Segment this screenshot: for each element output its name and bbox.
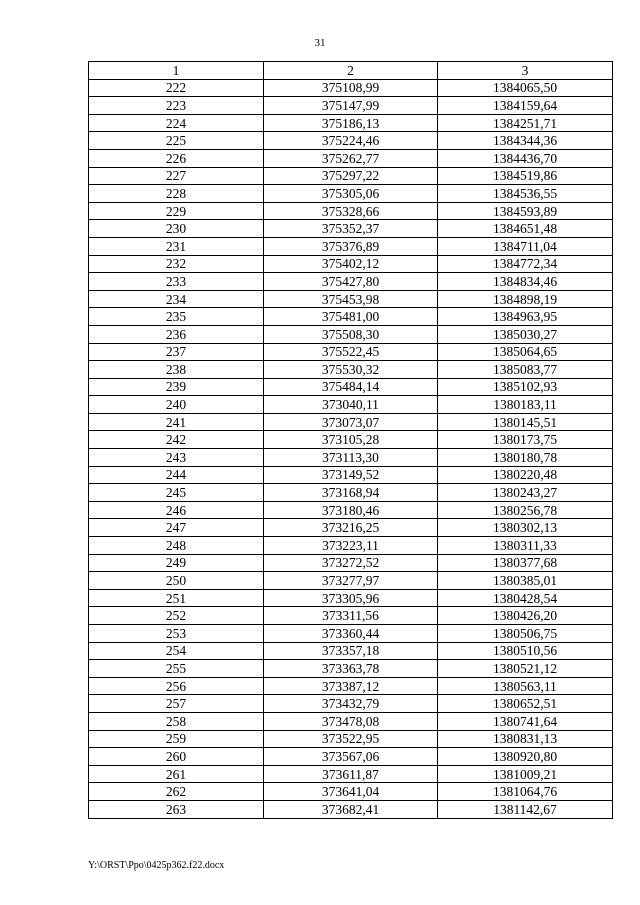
- table-row: [89, 237, 613, 255]
- point-number-cell: 251: [89, 589, 264, 607]
- y-coordinate-cell: 1381142,67: [438, 800, 613, 818]
- table-row: [89, 79, 613, 97]
- table-row: [89, 396, 613, 414]
- table-row: [89, 413, 613, 431]
- x-coordinate-cell: 375305,06: [264, 185, 438, 203]
- x-coordinate-cell: 373272,52: [264, 554, 438, 572]
- point-number-cell: 245: [89, 484, 264, 502]
- table-row: [89, 185, 613, 203]
- point-number-cell: 253: [89, 625, 264, 643]
- y-coordinate-cell: 1380180,78: [438, 449, 613, 467]
- x-coordinate-cell: 375484,14: [264, 378, 438, 396]
- y-coordinate-cell: 1384519,86: [438, 167, 613, 185]
- point-number-cell: 259: [89, 730, 264, 748]
- point-number-cell: 233: [89, 273, 264, 291]
- table-row: [89, 712, 613, 730]
- y-coordinate-cell: 1381009,21: [438, 765, 613, 783]
- page-number: 31: [314, 37, 326, 49]
- y-coordinate-cell: 1380741,64: [438, 712, 613, 730]
- table-row: [89, 97, 613, 115]
- table-row: [89, 607, 613, 625]
- table-row: [89, 255, 613, 273]
- x-coordinate-cell: 373311,56: [264, 607, 438, 625]
- x-coordinate-cell: 375427,80: [264, 273, 438, 291]
- column-header: 2: [264, 62, 438, 80]
- y-coordinate-cell: 1380652,51: [438, 695, 613, 713]
- table-row: [89, 677, 613, 695]
- point-number-cell: 260: [89, 748, 264, 766]
- y-coordinate-cell: 1384065,50: [438, 79, 613, 97]
- table-row: [89, 202, 613, 220]
- point-number-cell: 234: [89, 290, 264, 308]
- x-coordinate-cell: 373360,44: [264, 625, 438, 643]
- y-coordinate-cell: 1380831,13: [438, 730, 613, 748]
- table-row: [89, 325, 613, 343]
- point-number-cell: 255: [89, 660, 264, 678]
- x-coordinate-cell: 375376,89: [264, 237, 438, 255]
- y-coordinate-cell: 1380243,27: [438, 484, 613, 502]
- point-number-cell: 249: [89, 554, 264, 572]
- y-coordinate-cell: 1380302,13: [438, 519, 613, 537]
- point-number-cell: 258: [89, 712, 264, 730]
- y-coordinate-cell: 1384834,46: [438, 273, 613, 291]
- point-number-cell: 248: [89, 537, 264, 555]
- y-coordinate-cell: 1385102,93: [438, 378, 613, 396]
- x-coordinate-cell: 373073,07: [264, 413, 438, 431]
- point-number-cell: 237: [89, 343, 264, 361]
- point-number-cell: 225: [89, 132, 264, 150]
- x-coordinate-cell: 375352,37: [264, 220, 438, 238]
- table-header-row: [89, 62, 613, 80]
- x-coordinate-cell: 375147,99: [264, 97, 438, 115]
- x-coordinate-cell: 373223,11: [264, 537, 438, 555]
- x-coordinate-cell: 373040,11: [264, 396, 438, 414]
- table-row: [89, 378, 613, 396]
- x-coordinate-cell: 375402,12: [264, 255, 438, 273]
- point-number-cell: 223: [89, 97, 264, 115]
- point-number-cell: 263: [89, 800, 264, 818]
- table-row: [89, 431, 613, 449]
- y-coordinate-cell: 1380173,75: [438, 431, 613, 449]
- x-coordinate-cell: 375453,98: [264, 290, 438, 308]
- x-coordinate-cell: 373149,52: [264, 466, 438, 484]
- table-row: [89, 730, 613, 748]
- y-coordinate-cell: 1384159,64: [438, 97, 613, 115]
- point-number-cell: 250: [89, 572, 264, 590]
- x-coordinate-cell: 373387,12: [264, 677, 438, 695]
- point-number-cell: 238: [89, 361, 264, 379]
- point-number-cell: 227: [89, 167, 264, 185]
- y-coordinate-cell: 1384711,04: [438, 237, 613, 255]
- point-number-cell: 247: [89, 519, 264, 537]
- table-row: [89, 519, 613, 537]
- table-row: [89, 466, 613, 484]
- y-coordinate-cell: 1380377,68: [438, 554, 613, 572]
- point-number-cell: 226: [89, 149, 264, 167]
- point-number-cell: 256: [89, 677, 264, 695]
- point-number-cell: 252: [89, 607, 264, 625]
- y-coordinate-cell: 1385030,27: [438, 325, 613, 343]
- table-row: [89, 343, 613, 361]
- table-row: [89, 149, 613, 167]
- table-row: [89, 537, 613, 555]
- table-row: [89, 220, 613, 238]
- point-number-cell: 232: [89, 255, 264, 273]
- x-coordinate-cell: 373180,46: [264, 501, 438, 519]
- point-number-cell: 262: [89, 783, 264, 801]
- table-row: [89, 361, 613, 379]
- point-number-cell: 224: [89, 114, 264, 132]
- y-coordinate-cell: 1384344,36: [438, 132, 613, 150]
- y-coordinate-cell: 1380385,01: [438, 572, 613, 590]
- x-coordinate-cell: 375522,45: [264, 343, 438, 361]
- point-number-cell: 244: [89, 466, 264, 484]
- y-coordinate-cell: 1384536,55: [438, 185, 613, 203]
- x-coordinate-cell: 373567,06: [264, 748, 438, 766]
- y-coordinate-cell: 1380426,20: [438, 607, 613, 625]
- y-coordinate-cell: 1384436,70: [438, 149, 613, 167]
- y-coordinate-cell: 1380563,11: [438, 677, 613, 695]
- table-row: [89, 167, 613, 185]
- y-coordinate-cell: 1385083,77: [438, 361, 613, 379]
- x-coordinate-cell: 375297,22: [264, 167, 438, 185]
- y-coordinate-cell: 1384651,48: [438, 220, 613, 238]
- x-coordinate-cell: 375481,00: [264, 308, 438, 326]
- point-number-cell: 261: [89, 765, 264, 783]
- x-coordinate-cell: 373105,28: [264, 431, 438, 449]
- x-coordinate-cell: 373113,30: [264, 449, 438, 467]
- table-body: [89, 79, 613, 818]
- y-coordinate-cell: 1380428,54: [438, 589, 613, 607]
- y-coordinate-cell: 1385064,65: [438, 343, 613, 361]
- point-number-cell: 241: [89, 413, 264, 431]
- coordinates-table: [88, 61, 613, 819]
- x-coordinate-cell: 373522,95: [264, 730, 438, 748]
- point-number-cell: 222: [89, 79, 264, 97]
- y-coordinate-cell: 1380311,33: [438, 537, 613, 555]
- y-coordinate-cell: 1384593,89: [438, 202, 613, 220]
- x-coordinate-cell: 375530,32: [264, 361, 438, 379]
- x-coordinate-cell: 373432,79: [264, 695, 438, 713]
- point-number-cell: 229: [89, 202, 264, 220]
- y-coordinate-cell: 1384898,19: [438, 290, 613, 308]
- table-row: [89, 783, 613, 801]
- x-coordinate-cell: 373305,96: [264, 589, 438, 607]
- x-coordinate-cell: 373363,78: [264, 660, 438, 678]
- y-coordinate-cell: 1384963,95: [438, 308, 613, 326]
- point-number-cell: 243: [89, 449, 264, 467]
- x-coordinate-cell: 373641,04: [264, 783, 438, 801]
- table-row: [89, 800, 613, 818]
- table-row: [89, 290, 613, 308]
- column-header: 3: [438, 62, 613, 80]
- table-row: [89, 273, 613, 291]
- table-row: [89, 484, 613, 502]
- x-coordinate-cell: 375508,30: [264, 325, 438, 343]
- table-row: [89, 660, 613, 678]
- x-coordinate-cell: 375186,13: [264, 114, 438, 132]
- x-coordinate-cell: 373611,87: [264, 765, 438, 783]
- table-row: [89, 625, 613, 643]
- table-row: [89, 308, 613, 326]
- point-number-cell: 235: [89, 308, 264, 326]
- table-row: [89, 572, 613, 590]
- x-coordinate-cell: 375262,77: [264, 149, 438, 167]
- point-number-cell: 230: [89, 220, 264, 238]
- table-row: [89, 642, 613, 660]
- column-header: 1: [89, 62, 264, 80]
- x-coordinate-cell: 373168,94: [264, 484, 438, 502]
- x-coordinate-cell: 375108,99: [264, 79, 438, 97]
- y-coordinate-cell: 1380521,12: [438, 660, 613, 678]
- point-number-cell: 257: [89, 695, 264, 713]
- x-coordinate-cell: 373277,97: [264, 572, 438, 590]
- y-coordinate-cell: 1380145,51: [438, 413, 613, 431]
- point-number-cell: 239: [89, 378, 264, 396]
- x-coordinate-cell: 373682,41: [264, 800, 438, 818]
- point-number-cell: 231: [89, 237, 264, 255]
- table-row: [89, 132, 613, 150]
- footer-file-path: Y:\ORST\Ppo\0425p362.f22.docx: [88, 860, 225, 871]
- point-number-cell: 236: [89, 325, 264, 343]
- y-coordinate-cell: 1381064,76: [438, 783, 613, 801]
- y-coordinate-cell: 1380510,56: [438, 642, 613, 660]
- y-coordinate-cell: 1380220,48: [438, 466, 613, 484]
- table-row: [89, 765, 613, 783]
- y-coordinate-cell: 1380920,80: [438, 748, 613, 766]
- x-coordinate-cell: 373357,18: [264, 642, 438, 660]
- point-number-cell: 254: [89, 642, 264, 660]
- table-row: [89, 449, 613, 467]
- y-coordinate-cell: 1384772,34: [438, 255, 613, 273]
- x-coordinate-cell: 373216,25: [264, 519, 438, 537]
- table-row: [89, 554, 613, 572]
- x-coordinate-cell: 375328,66: [264, 202, 438, 220]
- x-coordinate-cell: 375224,46: [264, 132, 438, 150]
- y-coordinate-cell: 1384251,71: [438, 114, 613, 132]
- table-row: [89, 114, 613, 132]
- x-coordinate-cell: 373478,08: [264, 712, 438, 730]
- table-row: [89, 589, 613, 607]
- table-row: [89, 695, 613, 713]
- table-row: [89, 501, 613, 519]
- point-number-cell: 228: [89, 185, 264, 203]
- point-number-cell: 240: [89, 396, 264, 414]
- point-number-cell: 242: [89, 431, 264, 449]
- table-row: [89, 748, 613, 766]
- point-number-cell: 246: [89, 501, 264, 519]
- y-coordinate-cell: 1380256,78: [438, 501, 613, 519]
- y-coordinate-cell: 1380183,11: [438, 396, 613, 414]
- y-coordinate-cell: 1380506,75: [438, 625, 613, 643]
